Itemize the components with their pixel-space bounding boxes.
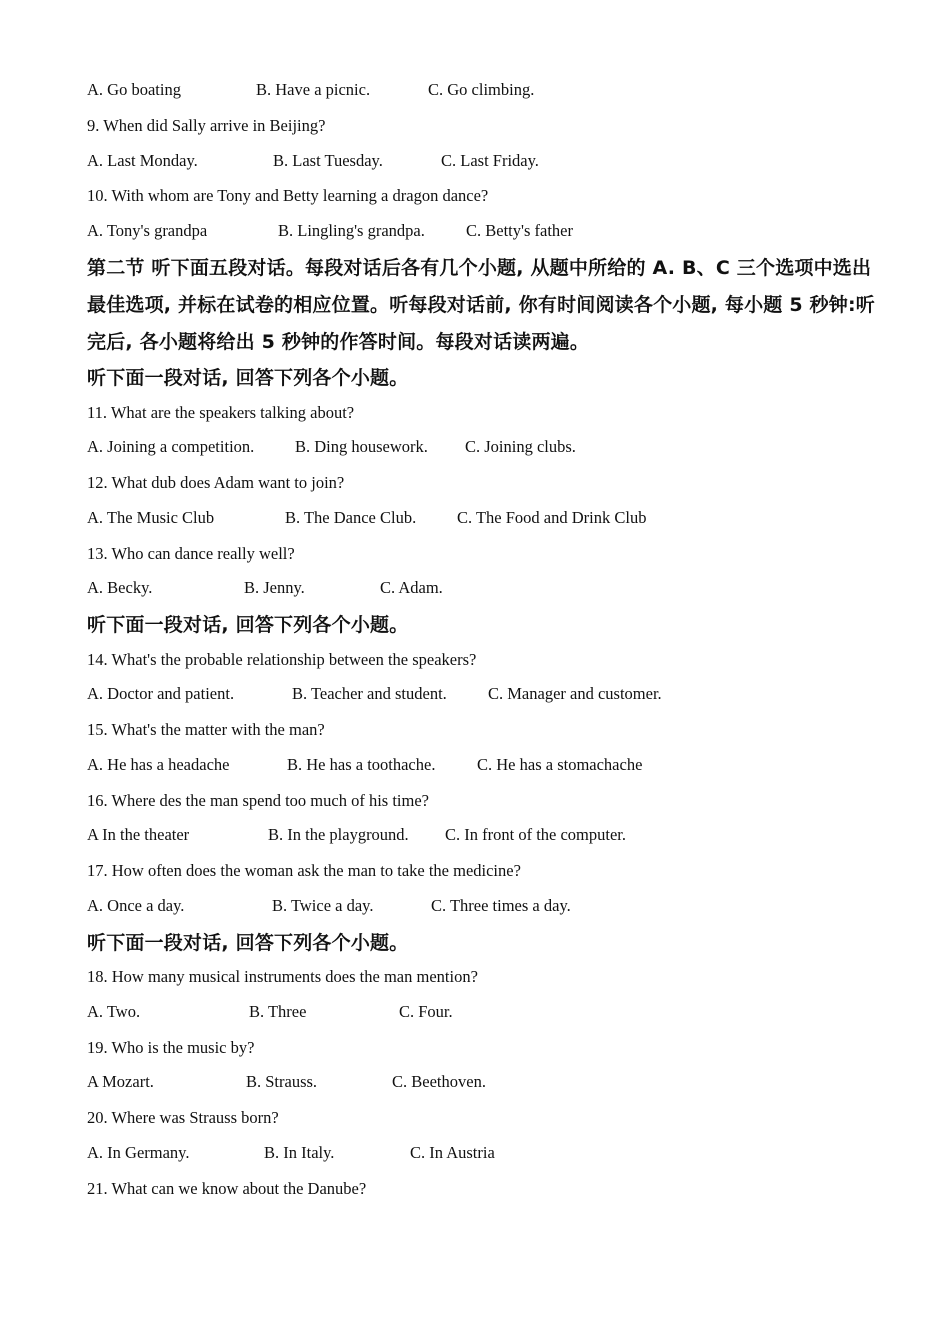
q21-question: 21. What can we know about the Danube?	[87, 1179, 367, 1198]
q11-option-b: B. Ding housework.	[295, 437, 428, 456]
q14-question: 14. What's the probable relationship between the speakers?	[87, 650, 477, 669]
q20-question: 20. Where was Strauss born?	[87, 1108, 279, 1127]
q8-option-a: A. Go boating	[87, 80, 181, 99]
q15-option-b: B. He has a toothache.	[287, 755, 436, 774]
q12-option-c: C. The Food and Drink Club	[457, 508, 647, 527]
q19-option-a: A Mozart.	[87, 1072, 154, 1091]
q18-option-c: C. Four.	[399, 1002, 453, 1021]
q18-option-a: A. Two.	[87, 1002, 141, 1021]
q10-option-a: A. Tony's grandpa	[87, 221, 208, 240]
q14-option-b: B. Teacher and student.	[292, 684, 447, 703]
q11-question: 11. What are the speakers talking about?	[87, 403, 355, 422]
q10-option-c: C. Betty's father	[466, 221, 573, 240]
q18-option-b: B. Three	[249, 1002, 307, 1021]
q15-option-a: A. He has a headache	[87, 755, 230, 774]
q10-question: 10. With whom are Tony and Betty learning a dragon dance?	[87, 186, 489, 205]
q14-option-a: A. Doctor and patient.	[87, 684, 235, 703]
q10-option-b: B. Lingling's grandpa.	[278, 221, 425, 240]
q9-question: 9. When did Sally arrive in Beijing?	[87, 116, 326, 135]
q17-option-b: B. Twice a day.	[272, 896, 374, 915]
q12-question: 12. What dub does Adam want to join?	[87, 473, 345, 492]
section2-instructions-line2: 最佳选项, 并标在试卷的相应位置。听每段对话前, 你有时间阅读各个小题, 每小题 5 秒钟:听	[87, 294, 875, 316]
listen-prompt-1: 听下面一段对话, 回答下列各个小题。	[87, 367, 409, 389]
q13-question: 13. Who can dance really well?	[87, 544, 295, 563]
listen-prompt-3: 听下面一段对话, 回答下列各个小题。	[87, 932, 409, 954]
q19-question: 19. Who is the music by?	[87, 1038, 255, 1057]
q9-option-c: C. Last Friday.	[441, 151, 539, 170]
q16-option-c: C. In front of the computer.	[445, 825, 627, 844]
q20-option-b: B. In Italy.	[264, 1143, 335, 1162]
q12-option-a: A. The Music Club	[87, 508, 215, 527]
q11-option-a: A. Joining a competition.	[87, 437, 255, 456]
q15-option-c: C. He has a stomachache	[477, 755, 643, 774]
q20-option-c: C. In Austria	[410, 1143, 495, 1162]
q11-option-c: C. Joining clubs.	[465, 437, 576, 456]
listen-prompt-2: 听下面一段对话, 回答下列各个小题。	[87, 614, 409, 636]
q13-option-b: B. Jenny.	[244, 578, 305, 597]
section2-instructions-line1: 第二节 听下面五段对话。每段对话后各有几个小题, 从题中所给的 A. B、C 三个选项中选出	[87, 257, 872, 279]
q13-option-c: C. Adam.	[380, 578, 443, 597]
q16-question: 16. Where des the man spend too much of his time?	[87, 791, 429, 810]
q17-option-c: C. Three times a day.	[431, 896, 571, 915]
q13-option-a: A. Becky.	[87, 578, 153, 597]
section2-instructions-line3: 完后, 各小题将给出 5 秒钟的作答时间。每段对话读两遍。	[87, 331, 590, 353]
q15-question: 15. What's the matter with the man?	[87, 720, 325, 739]
q20-option-a: A. In Germany.	[87, 1143, 190, 1162]
q19-option-b: B. Strauss.	[246, 1072, 318, 1091]
q9-option-a: A. Last Monday.	[87, 151, 198, 170]
q17-question: 17. How often does the woman ask the man to take the medicine?	[87, 861, 521, 880]
q16-option-b: B. In the playground.	[268, 825, 409, 844]
q12-option-b: B. The Dance Club.	[285, 508, 417, 527]
q16-option-a: A In the theater	[87, 825, 190, 844]
q19-option-c: C. Beethoven.	[392, 1072, 486, 1091]
q17-option-a: A. Once a day.	[87, 896, 185, 915]
q8-option-b: B. Have a picnic.	[256, 80, 371, 99]
q9-option-b: B. Last Tuesday.	[273, 151, 383, 170]
q14-option-c: C. Manager and customer.	[488, 684, 662, 703]
q18-question: 18. How many musical instruments does the man mention?	[87, 967, 478, 986]
q8-option-c: C. Go climbing.	[428, 80, 535, 99]
